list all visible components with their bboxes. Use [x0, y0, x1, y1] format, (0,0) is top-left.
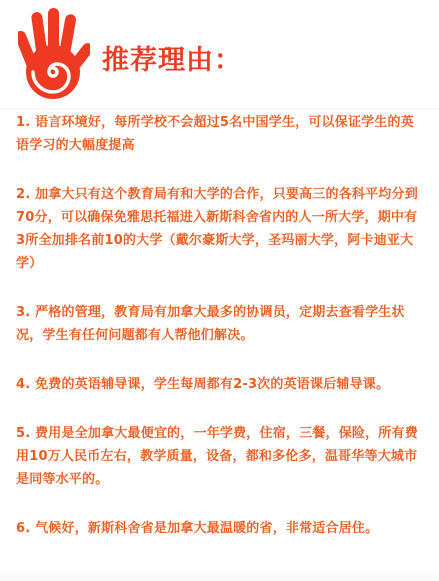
reason-item-2: 2. 加拿大只有这个教育局有和大学的合作，只要高三的各科平均分到70分，可以确保免雅思托福进入新斯科舍省内的人一所大学，期中有3所全加排名前10的大学（戴尔豪斯大学，圣玛丽大学，阿卡迪亚大学） [16, 187, 418, 271]
reasons-list [16, 109, 422, 566]
reason-item-3: 3. 严格的管理，教育局有加拿大最多的协调员，定期去查看学生状况，学生有任何问题都有人帮他们解决。 [16, 305, 405, 343]
reason-item-6: 6. 气候好，新斯科舍省是加拿大最温暖的省，非常适合居住。 [16, 521, 379, 536]
reason-item-5: 5. 费用是全加拿大最便宜的，一年学费，住宿，三餐，保险，所有费用10万人民币左右，教学质量，设备，都和多伦多，温哥华等大城市是同等水平的。 [16, 426, 418, 487]
hand-spiral-icon [18, 6, 90, 106]
page-title: 推荐理由： [102, 45, 242, 76]
reason-item-4: 4. 免费的英语辅导课，学生每周都有2-3次的英语课后辅导课。 [16, 377, 390, 392]
header [0, 0, 439, 112]
reason-item-1: 1. 语言环境好，每所学校不会超过5名中国学生，可以保证学生的英语学习的大幅度提高 [16, 115, 414, 153]
bottom-fade [0, 569, 439, 581]
